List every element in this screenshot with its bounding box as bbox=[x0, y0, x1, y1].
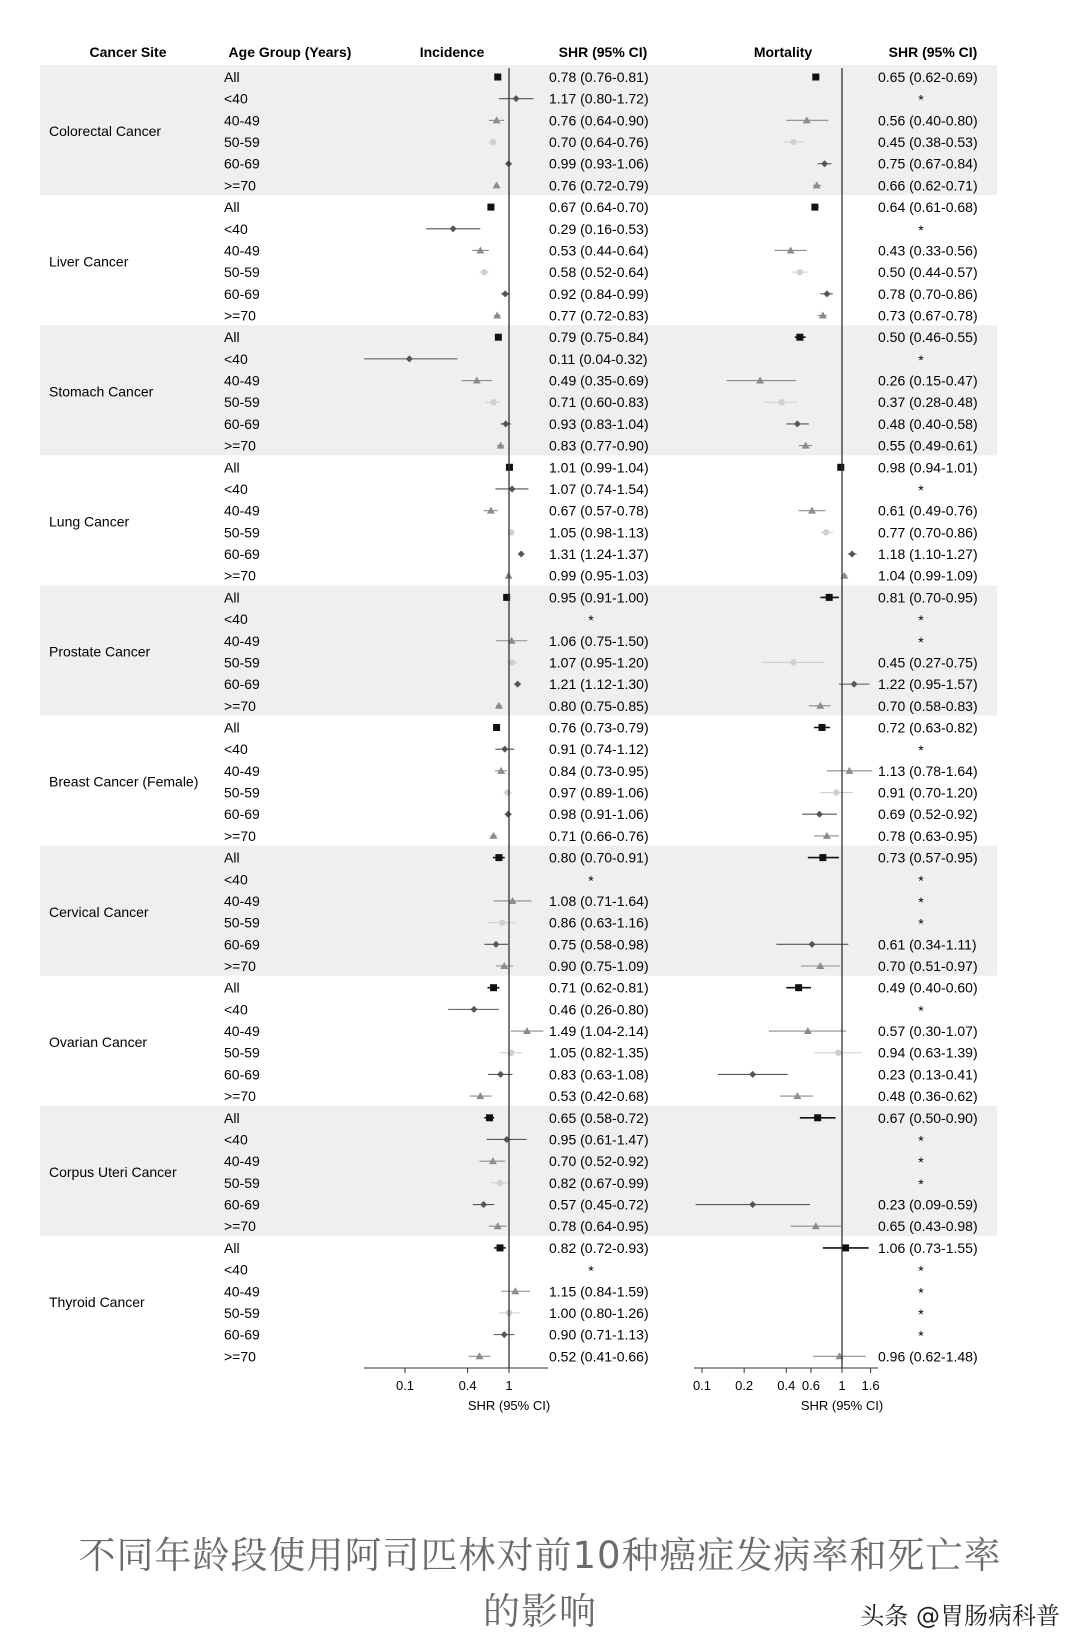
incidence-shr-value: 0.80 (0.75-0.85) bbox=[549, 697, 649, 714]
incidence-point-estimate bbox=[495, 854, 502, 861]
incidence-shr-value: 1.01 (0.99-1.04) bbox=[549, 459, 649, 476]
age-group-label: <40 bbox=[224, 90, 248, 107]
cancer-site-label: Prostate Cancer bbox=[49, 643, 151, 660]
age-group-label: 40-49 bbox=[224, 112, 260, 129]
incidence-point-estimate bbox=[487, 204, 494, 211]
mortality-shr-value: 0.26 (0.15-0.47) bbox=[878, 372, 978, 389]
mortality-missing-marker: * bbox=[918, 915, 924, 932]
mortality-shr-value: 0.57 (0.30-1.07) bbox=[878, 1023, 978, 1040]
mortality-point-estimate bbox=[814, 1114, 821, 1121]
incidence-shr-value: 0.98 (0.91-1.06) bbox=[549, 806, 649, 823]
incidence-shr-value: 0.53 (0.44-0.64) bbox=[549, 242, 649, 259]
cancer-site-label: Colorectal Cancer bbox=[49, 123, 162, 140]
mortality-point-estimate bbox=[835, 1050, 841, 1056]
site-band bbox=[40, 1106, 997, 1236]
age-group-label: 50-59 bbox=[224, 654, 260, 671]
mortality-missing-marker: * bbox=[918, 633, 924, 650]
incidence-shr-value: 0.95 (0.91-1.00) bbox=[549, 589, 649, 606]
incidence-shr-value: 0.65 (0.58-0.72) bbox=[549, 1109, 649, 1126]
age-group-label: 60-69 bbox=[224, 155, 260, 172]
mortality-shr-value: 0.78 (0.63-0.95) bbox=[878, 827, 978, 844]
incidence-shr-value: 0.97 (0.89-1.06) bbox=[549, 784, 649, 801]
incidence-shr-value: 0.76 (0.64-0.90) bbox=[549, 112, 649, 129]
incidence-tick-label: 0.1 bbox=[395, 1378, 415, 1393]
incidence-shr-value: 1.05 (0.82-1.35) bbox=[549, 1044, 649, 1061]
mortality-missing-marker: * bbox=[918, 1262, 924, 1279]
mortality-shr-value: 0.81 (0.70-0.95) bbox=[878, 589, 978, 606]
incidence-shr-value: 0.71 (0.62-0.81) bbox=[549, 979, 649, 996]
mortality-point-estimate bbox=[833, 789, 839, 795]
mortality-shr-value: 0.78 (0.70-0.86) bbox=[878, 285, 978, 302]
mortality-point-estimate bbox=[842, 1244, 849, 1251]
mortality-shr-value: 0.49 (0.40-0.60) bbox=[878, 979, 978, 996]
cancer-site-label: Lung Cancer bbox=[49, 513, 130, 530]
age-group-label: 60-69 bbox=[224, 415, 260, 432]
incidence-shr-value: 1.15 (0.84-1.59) bbox=[549, 1283, 649, 1300]
header-age-group: Age Group (Years) bbox=[228, 44, 352, 60]
incidence-point-estimate bbox=[499, 919, 505, 925]
incidence-shr-value: 0.95 (0.61-1.47) bbox=[549, 1131, 649, 1148]
incidence-point-estimate bbox=[490, 399, 496, 405]
mortality-point-estimate bbox=[790, 659, 796, 665]
age-group-label: All bbox=[224, 849, 240, 866]
cancer-site-label: Corpus Uteri Cancer bbox=[49, 1164, 177, 1180]
age-group-label: <40 bbox=[224, 350, 248, 367]
mortality-shr-value: 1.13 (0.78-1.64) bbox=[878, 762, 978, 779]
incidence-shr-value: 0.76 (0.73-0.79) bbox=[549, 719, 649, 736]
incidence-shr-value: 1.17 (0.80-1.72) bbox=[549, 90, 649, 107]
mortality-shr-value: 0.61 (0.49-0.76) bbox=[878, 502, 978, 519]
incidence-shr-value: 0.86 (0.63-1.16) bbox=[549, 914, 649, 931]
mortality-tick-label: 1.6 bbox=[861, 1378, 880, 1393]
mortality-shr-value: 0.37 (0.28-0.48) bbox=[878, 394, 978, 411]
incidence-shr-value: 0.29 (0.16-0.53) bbox=[549, 220, 649, 237]
age-group-label: All bbox=[224, 459, 240, 476]
age-group-label: >=70 bbox=[224, 307, 256, 324]
incidence-missing-marker: * bbox=[588, 872, 594, 889]
mortality-shr-value: 0.23 (0.13-0.41) bbox=[878, 1066, 978, 1083]
site-band bbox=[40, 585, 997, 715]
mortality-point-estimate bbox=[749, 1071, 756, 1078]
header-incidence-shr: SHR (95% CI) bbox=[558, 44, 648, 60]
header-cancer-site: Cancer Site bbox=[89, 44, 167, 60]
incidence-shr-value: 1.07 (0.95-1.20) bbox=[549, 654, 649, 671]
mortality-missing-marker: * bbox=[918, 742, 924, 759]
age-group-label: >=70 bbox=[224, 1088, 256, 1105]
mortality-missing-marker: * bbox=[918, 1327, 924, 1344]
mortality-shr-value: 0.94 (0.63-1.39) bbox=[878, 1044, 978, 1061]
mortality-shr-value: 0.96 (0.62-1.48) bbox=[878, 1348, 978, 1365]
incidence-point-estimate bbox=[493, 724, 500, 731]
incidence-shr-value: 0.57 (0.45-0.72) bbox=[549, 1196, 649, 1213]
age-group-label: 60-69 bbox=[224, 936, 260, 953]
incidence-point-estimate bbox=[504, 789, 510, 795]
mortality-shr-value: 0.56 (0.40-0.80) bbox=[878, 112, 978, 129]
mortality-missing-marker: * bbox=[918, 893, 924, 910]
mortality-shr-value: 1.22 (0.95-1.57) bbox=[878, 676, 978, 693]
incidence-point-estimate bbox=[505, 811, 512, 818]
incidence-shr-value: 0.46 (0.26-0.80) bbox=[549, 1001, 649, 1018]
incidence-missing-marker: * bbox=[588, 612, 594, 629]
age-group-label: 40-49 bbox=[224, 892, 260, 909]
age-group-label: 40-49 bbox=[224, 1153, 260, 1170]
age-group-label: 50-59 bbox=[224, 1044, 260, 1061]
age-group-label: 40-49 bbox=[224, 1023, 260, 1040]
mortality-point-estimate bbox=[819, 724, 826, 731]
age-group-label: >=70 bbox=[224, 1218, 256, 1235]
mortality-shr-value: 1.06 (0.73-1.55) bbox=[878, 1239, 978, 1256]
incidence-shr-value: 0.82 (0.67-0.99) bbox=[549, 1174, 649, 1191]
mortality-shr-value: 0.64 (0.61-0.68) bbox=[878, 199, 978, 216]
mortality-tick-label: 0.6 bbox=[801, 1378, 820, 1393]
mortality-point-estimate bbox=[790, 139, 796, 145]
incidence-point-estimate bbox=[490, 984, 497, 991]
cancer-site-label: Stomach Cancer bbox=[49, 383, 154, 400]
incidence-point-estimate bbox=[502, 290, 509, 297]
age-group-label: <40 bbox=[224, 480, 248, 497]
incidence-shr-value: 0.91 (0.74-1.12) bbox=[549, 741, 649, 758]
mortality-point-estimate bbox=[816, 811, 823, 818]
mortality-shr-value: 1.04 (0.99-1.09) bbox=[878, 567, 978, 584]
incidence-point-estimate bbox=[481, 269, 487, 275]
mortality-missing-marker: * bbox=[918, 872, 924, 889]
mortality-shr-value: 0.73 (0.67-0.78) bbox=[878, 307, 978, 324]
incidence-point-estimate bbox=[497, 1180, 503, 1186]
incidence-shr-value: 0.77 (0.72-0.83) bbox=[549, 307, 649, 324]
incidence-missing-marker: * bbox=[588, 1262, 594, 1279]
age-group-label: 40-49 bbox=[224, 762, 260, 779]
incidence-shr-value: 0.78 (0.76-0.81) bbox=[549, 69, 649, 85]
incidence-shr-value: 0.67 (0.64-0.70) bbox=[549, 199, 649, 216]
incidence-shr-value: 0.83 (0.63-1.08) bbox=[549, 1066, 649, 1083]
mortality-tick-label: 0.4 bbox=[777, 1378, 796, 1393]
mortality-point-estimate bbox=[819, 854, 826, 861]
incidence-shr-value: 0.67 (0.57-0.78) bbox=[549, 502, 649, 519]
age-group-label: 50-59 bbox=[224, 784, 260, 801]
incidence-point-estimate bbox=[450, 225, 457, 232]
age-group-label: 60-69 bbox=[224, 1326, 260, 1343]
mortality-missing-marker: * bbox=[918, 1284, 924, 1301]
mortality-axis-label: SHR (95% CI) bbox=[800, 1398, 884, 1413]
mortality-missing-marker: * bbox=[918, 351, 924, 368]
incidence-point-estimate bbox=[495, 334, 502, 341]
incidence-shr-value: 1.21 (1.12-1.30) bbox=[549, 676, 649, 693]
incidence-shr-value: 0.71 (0.60-0.83) bbox=[549, 394, 649, 411]
mortality-shr-value: 0.69 (0.52-0.92) bbox=[878, 806, 978, 823]
site-band bbox=[40, 325, 997, 455]
incidence-shr-value: 1.06 (0.75-1.50) bbox=[549, 632, 649, 649]
mortality-shr-value: 0.70 (0.51-0.97) bbox=[878, 958, 978, 974]
age-group-label: 50-59 bbox=[224, 134, 260, 151]
header-incidence: Incidence bbox=[419, 44, 485, 60]
incidence-point-estimate bbox=[486, 1114, 493, 1121]
mortality-shr-value: 0.66 (0.62-0.71) bbox=[878, 177, 978, 194]
mortality-tick-label: 0.1 bbox=[692, 1378, 712, 1393]
age-group-label: 50-59 bbox=[224, 524, 260, 541]
header-mortality-shr: SHR (95% CI) bbox=[888, 44, 978, 60]
mortality-point-estimate bbox=[812, 74, 819, 81]
incidence-shr-value: 0.52 (0.41-0.66) bbox=[549, 1348, 649, 1365]
incidence-point-estimate bbox=[509, 659, 515, 665]
incidence-shr-value: 0.71 (0.66-0.76) bbox=[549, 827, 649, 844]
incidence-point-estimate bbox=[501, 1331, 508, 1338]
mortality-missing-marker: * bbox=[918, 1305, 924, 1322]
age-group-label: 40-49 bbox=[224, 242, 260, 259]
mortality-point-estimate bbox=[823, 529, 829, 535]
incidence-shr-value: 0.90 (0.71-1.13) bbox=[549, 1326, 649, 1343]
mortality-point-estimate bbox=[826, 594, 833, 601]
incidence-shr-value: 1.05 (0.98-1.13) bbox=[549, 524, 649, 541]
incidence-shr-value: 0.93 (0.83-1.04) bbox=[549, 415, 649, 432]
cancer-site-label: Thyroid Cancer bbox=[49, 1294, 145, 1311]
mortality-shr-value: 0.23 (0.09-0.59) bbox=[878, 1196, 978, 1213]
mortality-shr-value: 0.91 (0.70-1.20) bbox=[878, 784, 978, 801]
incidence-shr-value: 0.92 (0.84-0.99) bbox=[549, 285, 649, 302]
incidence-shr-value: 0.76 (0.72-0.79) bbox=[549, 177, 649, 194]
incidence-shr-value: 0.84 (0.73-0.95) bbox=[549, 762, 649, 779]
age-group-label: <40 bbox=[224, 871, 248, 888]
age-group-label: >=70 bbox=[224, 177, 256, 194]
age-group-label: >=70 bbox=[224, 697, 256, 714]
age-group-label: 60-69 bbox=[224, 806, 260, 823]
incidence-tick-label: 0.4 bbox=[458, 1378, 477, 1393]
incidence-point-estimate bbox=[497, 1071, 504, 1078]
site-band bbox=[40, 65, 997, 195]
mortality-shr-value: 0.50 (0.46-0.55) bbox=[878, 329, 978, 346]
mortality-shr-value: 0.45 (0.38-0.53) bbox=[878, 134, 978, 151]
mortality-point-estimate bbox=[797, 269, 803, 275]
mortality-missing-marker: * bbox=[918, 91, 924, 108]
age-group-label: All bbox=[224, 69, 240, 85]
age-group-label: 60-69 bbox=[224, 1066, 260, 1083]
incidence-shr-value: 0.80 (0.70-0.91) bbox=[549, 849, 649, 866]
mortality-point-estimate bbox=[837, 464, 844, 471]
age-group-label: <40 bbox=[224, 1131, 248, 1148]
incidence-shr-value: 0.58 (0.52-0.64) bbox=[549, 264, 649, 281]
mortality-missing-marker: * bbox=[918, 1175, 924, 1192]
age-group-label: <40 bbox=[224, 611, 248, 628]
age-group-label: 40-49 bbox=[224, 502, 260, 519]
incidence-shr-value: 0.75 (0.58-0.98) bbox=[549, 936, 649, 953]
mortality-shr-value: 0.55 (0.49-0.61) bbox=[878, 437, 978, 454]
cancer-site-label: Ovarian Cancer bbox=[49, 1033, 148, 1050]
age-group-label: All bbox=[224, 329, 240, 346]
age-group-label: <40 bbox=[224, 1001, 248, 1018]
age-group-label: 50-59 bbox=[224, 394, 260, 411]
source-watermark: 头条 @胃肠病科普 bbox=[860, 1602, 1060, 1630]
age-group-label: All bbox=[224, 1239, 240, 1256]
incidence-shr-value: 0.78 (0.64-0.95) bbox=[549, 1218, 649, 1235]
cancer-site-label: Cervical Cancer bbox=[49, 903, 149, 920]
incidence-point-estimate bbox=[470, 1006, 477, 1013]
mortality-shr-value: 0.98 (0.94-1.01) bbox=[878, 459, 978, 476]
mortality-shr-value: 0.70 (0.58-0.83) bbox=[878, 697, 978, 714]
incidence-shr-value: 1.00 (0.80-1.26) bbox=[549, 1304, 649, 1321]
incidence-shr-value: 0.70 (0.52-0.92) bbox=[549, 1153, 649, 1170]
cancer-site-label: Liver Cancer bbox=[49, 253, 129, 270]
incidence-shr-value: 1.49 (1.04-2.14) bbox=[549, 1023, 649, 1040]
mortality-shr-value: 0.73 (0.57-0.95) bbox=[878, 849, 978, 866]
age-group-label: All bbox=[224, 719, 240, 736]
age-group-label: All bbox=[224, 589, 240, 606]
mortality-point-estimate bbox=[796, 334, 803, 341]
site-band bbox=[40, 846, 997, 976]
incidence-axis-label: SHR (95% CI) bbox=[467, 1398, 551, 1413]
mortality-missing-marker: * bbox=[918, 221, 924, 238]
incidence-shr-value: 0.70 (0.64-0.76) bbox=[549, 134, 649, 151]
incidence-shr-value: 0.49 (0.35-0.69) bbox=[549, 372, 649, 389]
age-group-label: <40 bbox=[224, 741, 248, 758]
age-group-label: 60-69 bbox=[224, 546, 260, 563]
incidence-shr-value: 0.99 (0.95-1.03) bbox=[549, 567, 649, 584]
age-group-label: 60-69 bbox=[224, 1196, 260, 1213]
mortality-missing-marker: * bbox=[918, 1132, 924, 1149]
age-group-label: >=70 bbox=[224, 1348, 256, 1365]
age-group-label: 50-59 bbox=[224, 1304, 260, 1321]
mortality-point-estimate bbox=[795, 984, 802, 991]
incidence-shr-value: 0.11 (0.04-0.32) bbox=[549, 350, 648, 367]
incidence-point-estimate bbox=[518, 551, 525, 558]
incidence-shr-value: 0.82 (0.72-0.93) bbox=[549, 1239, 649, 1256]
age-group-label: All bbox=[224, 1109, 240, 1126]
caption-line-1: 不同年龄段使用阿司匹林对前10种癌症发病率和死亡率 bbox=[78, 1534, 1002, 1577]
mortality-shr-value: 0.72 (0.63-0.82) bbox=[878, 719, 978, 736]
mortality-shr-value: 0.45 (0.27-0.75) bbox=[878, 654, 978, 671]
mortality-point-estimate bbox=[778, 399, 784, 405]
age-group-label: <40 bbox=[224, 1261, 248, 1278]
mortality-point-estimate bbox=[811, 204, 818, 211]
mortality-missing-marker: * bbox=[918, 1154, 924, 1171]
mortality-point-estimate bbox=[849, 551, 856, 558]
incidence-point-estimate bbox=[501, 746, 508, 753]
mortality-shr-value: 0.48 (0.36-0.62) bbox=[878, 1088, 978, 1105]
header-mortality: Mortality bbox=[753, 44, 813, 60]
age-group-label: >=70 bbox=[224, 437, 256, 454]
mortality-tick-label: 0.2 bbox=[735, 1378, 754, 1393]
age-group-label: >=70 bbox=[224, 958, 256, 974]
mortality-missing-marker: * bbox=[918, 481, 924, 498]
age-group-label: 60-69 bbox=[224, 676, 260, 693]
age-group-label: 50-59 bbox=[224, 264, 260, 281]
age-group-label: >=70 bbox=[224, 827, 256, 844]
mortality-shr-value: 0.50 (0.44-0.57) bbox=[878, 264, 978, 281]
incidence-point-estimate bbox=[497, 1244, 504, 1251]
age-group-label: 40-49 bbox=[224, 1283, 260, 1300]
incidence-point-estimate bbox=[490, 139, 496, 145]
mortality-shr-value: 0.43 (0.33-0.56) bbox=[878, 242, 978, 259]
age-group-label: 40-49 bbox=[224, 372, 260, 389]
incidence-shr-value: 0.83 (0.77-0.90) bbox=[549, 437, 649, 454]
mortality-shr-value: 1.18 (1.10-1.27) bbox=[878, 546, 978, 563]
incidence-shr-value: 0.53 (0.42-0.68) bbox=[549, 1088, 649, 1105]
mortality-shr-value: 0.65 (0.62-0.69) bbox=[878, 69, 978, 85]
age-group-label: 50-59 bbox=[224, 914, 260, 931]
incidence-point-estimate bbox=[494, 74, 501, 81]
mortality-shr-value: 0.61 (0.34-1.11) bbox=[878, 936, 977, 953]
mortality-missing-marker: * bbox=[918, 612, 924, 629]
age-group-label: >=70 bbox=[224, 567, 256, 584]
caption-line-2: 的影响 bbox=[483, 1590, 597, 1633]
mortality-shr-value: 0.67 (0.50-0.90) bbox=[878, 1109, 978, 1126]
mortality-tick-label: 1 bbox=[838, 1378, 846, 1393]
incidence-shr-value: 1.08 (0.71-1.64) bbox=[549, 892, 649, 909]
incidence-shr-value: 1.07 (0.74-1.54) bbox=[549, 480, 649, 497]
cancer-site-label: Breast Cancer (Female) bbox=[49, 773, 199, 790]
incidence-shr-value: 0.79 (0.75-0.84) bbox=[549, 329, 649, 346]
mortality-shr-value: 0.48 (0.40-0.58) bbox=[878, 415, 978, 432]
incidence-tick-label: 1 bbox=[505, 1378, 513, 1393]
age-group-label: <40 bbox=[224, 220, 248, 237]
mortality-missing-marker: * bbox=[918, 1002, 924, 1019]
incidence-shr-value: 0.90 (0.75-1.09) bbox=[549, 958, 649, 974]
age-group-label: All bbox=[224, 979, 240, 996]
incidence-shr-value: 1.31 (1.24-1.37) bbox=[549, 546, 649, 563]
age-group-label: All bbox=[224, 199, 240, 216]
mortality-shr-value: 0.75 (0.67-0.84) bbox=[878, 155, 978, 172]
mortality-point-estimate bbox=[823, 290, 830, 297]
incidence-shr-value: 0.99 (0.93-1.06) bbox=[549, 155, 649, 172]
age-group-label: 40-49 bbox=[224, 632, 260, 649]
mortality-shr-value: 0.65 (0.43-0.98) bbox=[878, 1218, 978, 1235]
age-group-label: 60-69 bbox=[224, 285, 260, 302]
age-group-label: 50-59 bbox=[224, 1174, 260, 1191]
mortality-shr-value: 0.77 (0.70-0.86) bbox=[878, 524, 978, 541]
